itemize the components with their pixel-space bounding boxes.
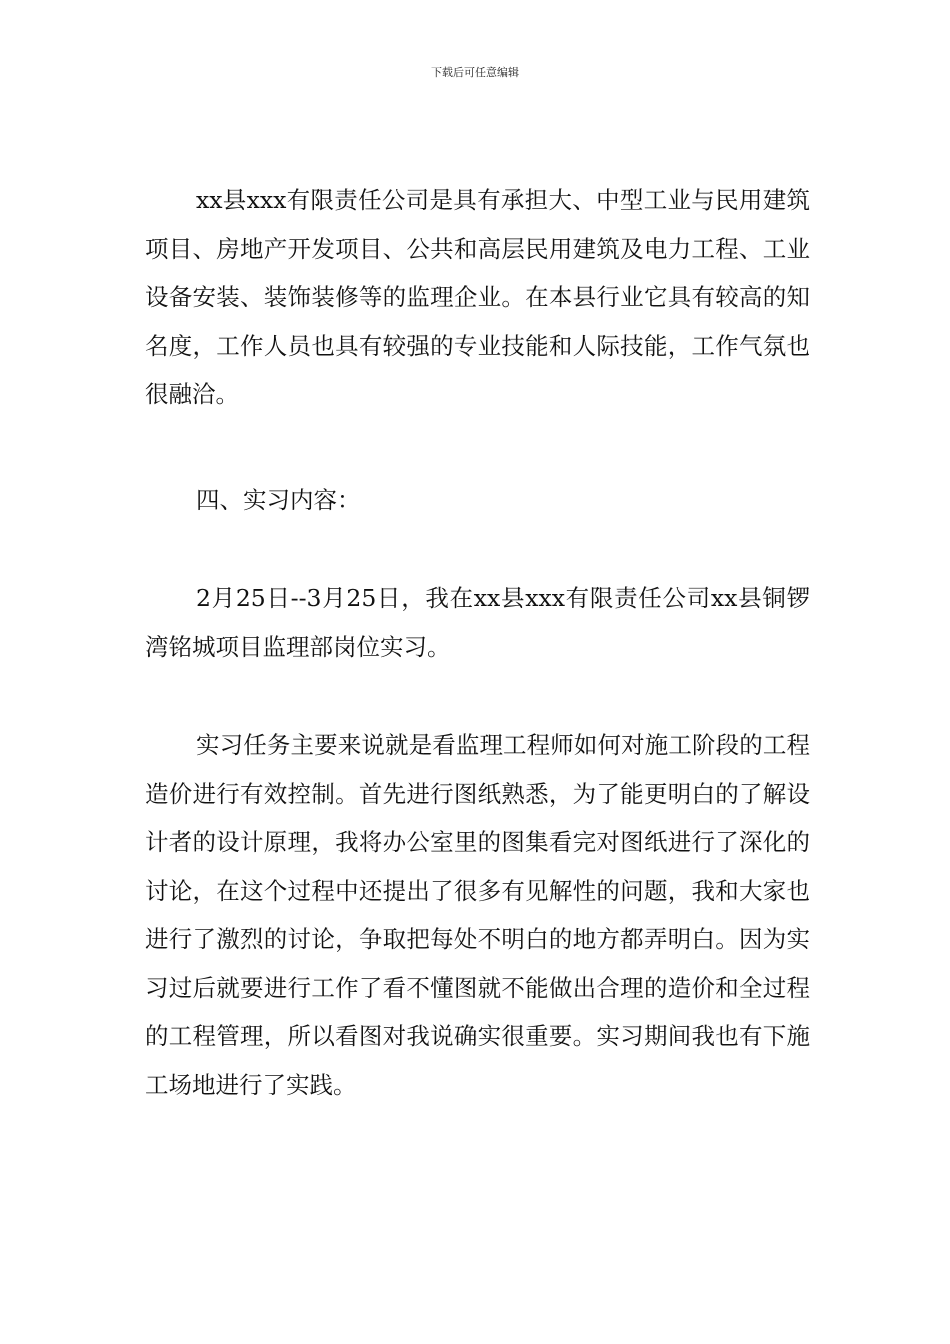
paragraph-company-intro: xx县xxx有限责任公司是具有承担大、中型工业与民用建筑项目、房地产开发项目、公共和高层民用建筑及电力工程、工业设备安装、装饰装修等的监理企业。在本县行业它具有较高的知名度，工作人员也具有较强的专业技能和人际技能，工作气氛也很融洽。 [145, 186, 810, 408]
paragraph-internship-tasks: 实习任务主要来说就是看监理工程师如何对施工阶段的工程造价进行有效控制。首先进行图纸熟悉，为了能更明白的了解设计者的设计原理，我将办公室里的图集看完对图纸进行了深化的讨论，在这个过程中还提出了很多有见解性的问题，我和大家也进行了激烈的讨论，争取把每处不明白的地方都弄明白。因为实习过后就要进行工作了看不懂图就不能做出合理的造价和全过程的工程管理，所以看图对我说确实很重要。实习期间我也有下施工场地进行了实践。 [145, 731, 810, 1099]
paragraph-internship-period: 2月25日--3月25日，我在xx县xxx有限责任公司xx县铜锣湾铭城项目监理部岗位实习。 [145, 584, 810, 661]
section-heading: 四、实习内容： [196, 486, 361, 514]
page-header: 下载后可任意编辑 [431, 66, 519, 79]
